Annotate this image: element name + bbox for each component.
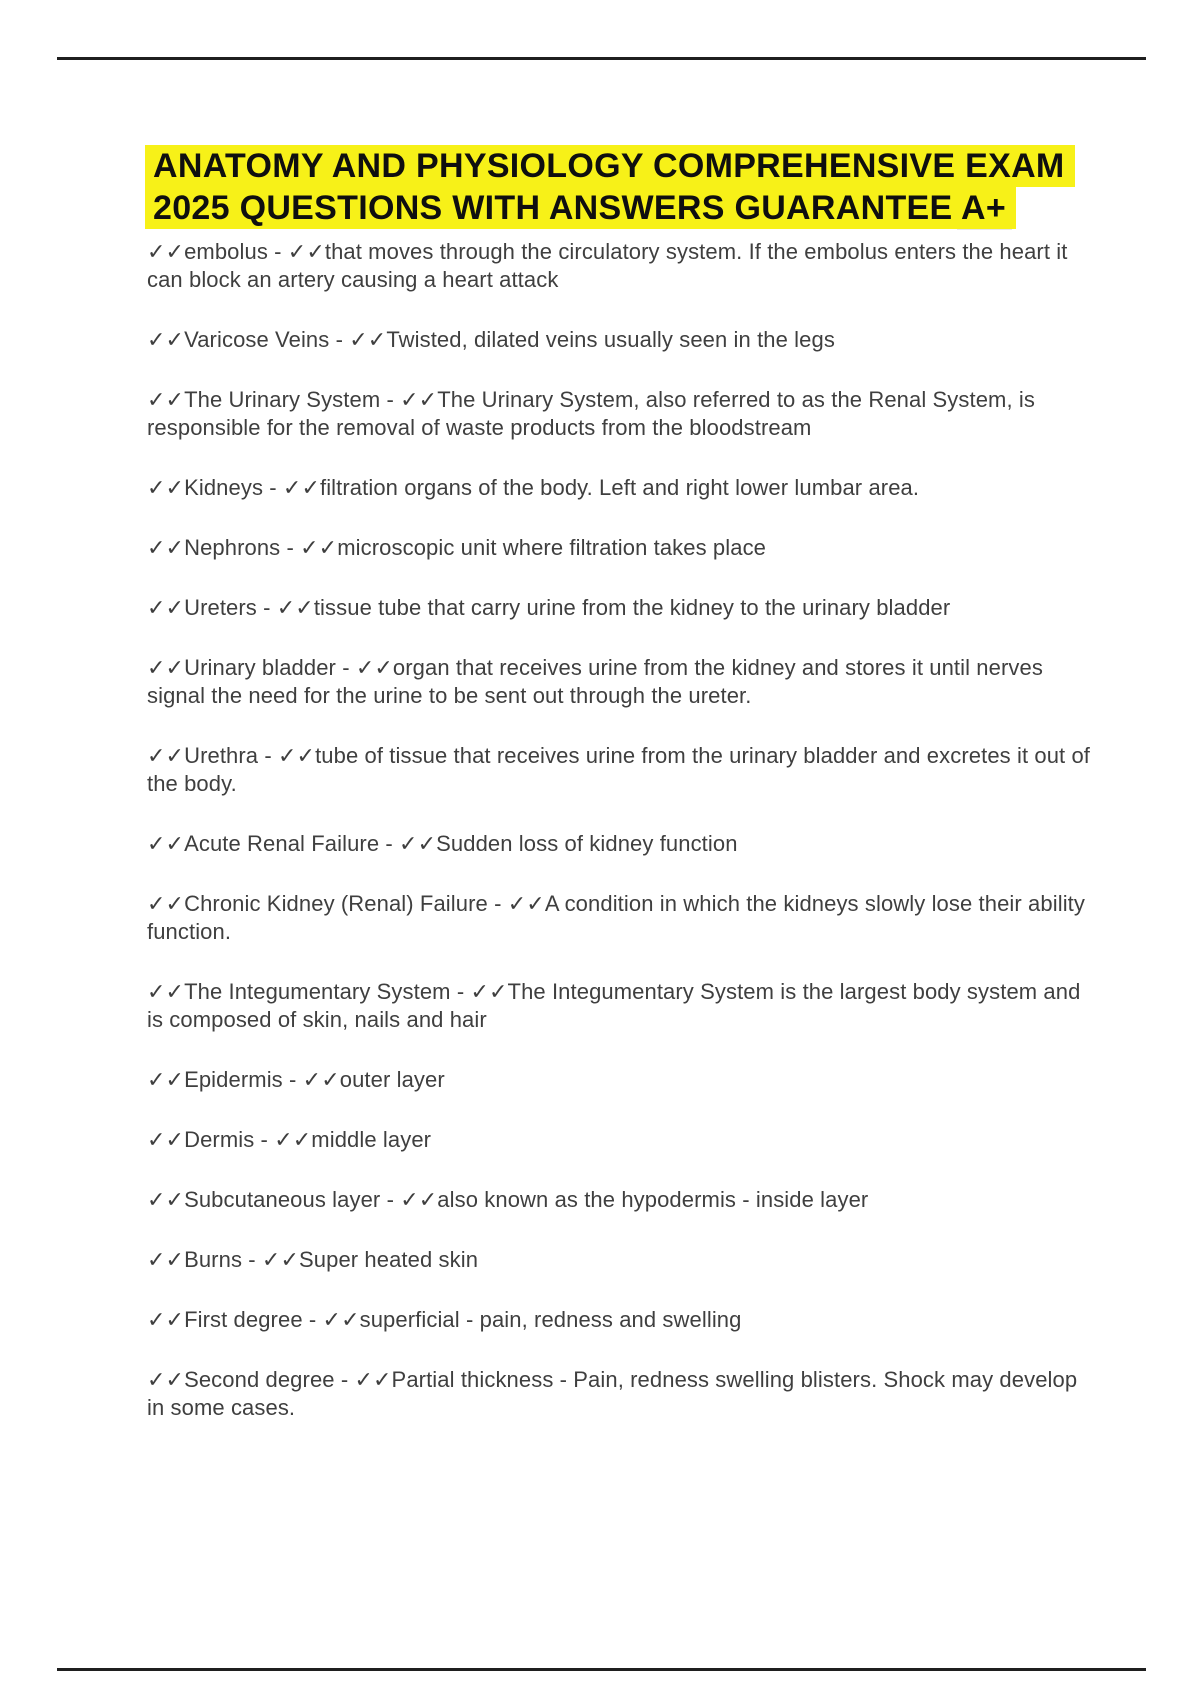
qa-item [147, 890, 1091, 946]
check-marks-icon: ✓✓ [507, 891, 545, 916]
qa-term: Varicose Veins [184, 327, 330, 352]
check-marks-icon: ✓✓ [147, 1307, 185, 1332]
qa-item [147, 1126, 1091, 1154]
qa-term: Nephrons [184, 535, 281, 560]
check-marks-icon: ✓✓ [399, 831, 437, 856]
check-marks-icon: ✓✓ [147, 1187, 185, 1212]
qa-item [147, 830, 1091, 858]
qa-separator: - [379, 831, 400, 856]
qa-item [147, 1186, 1091, 1214]
document-title-line1: ANATOMY AND PHYSIOLOGY COMPREHENSIVE EXAM [145, 145, 1075, 187]
qa-term: Ureters [184, 595, 257, 620]
qa-item [147, 534, 1091, 562]
qa-separator: - [329, 327, 350, 352]
qa-term: The Integumentary System [184, 979, 451, 1004]
check-marks-icon: ✓✓ [147, 239, 185, 264]
qa-item [147, 1306, 1091, 1334]
check-marks-icon: ✓✓ [274, 1127, 312, 1152]
check-marks-icon: ✓✓ [147, 891, 185, 916]
qa-definition: that moves through the circulatory system. If the embolus enters the heart it can block an artery causing a heart attack [147, 239, 1068, 292]
qa-separator: - [280, 535, 301, 560]
qa-separator: - [380, 387, 401, 412]
qa-definition: The Integumentary System is the largest body system and is composed of skin, nails and hair [147, 979, 1081, 1032]
check-marks-icon: ✓✓ [147, 1127, 185, 1152]
qa-item [147, 238, 1091, 294]
qa-separator: - [267, 239, 288, 264]
qa-definition: The Urinary System, also referred to as the Renal System, is responsible for the removal of waste products from the bloodstream [147, 387, 1035, 440]
qa-item [147, 386, 1091, 442]
qa-definition: middle layer [311, 1127, 432, 1152]
qa-separator: - [258, 743, 278, 768]
check-marks-icon: ✓✓ [400, 387, 438, 412]
qa-definition: microscopic unit where filtration takes place [337, 535, 767, 560]
qa-item [147, 978, 1091, 1034]
qa-separator: - [487, 891, 508, 916]
qa-term: Acute Renal Failure [184, 831, 380, 856]
qa-item [147, 594, 1091, 622]
check-marks-icon: ✓✓ [276, 595, 314, 620]
qa-separator: - [335, 655, 356, 680]
check-marks-icon: ✓✓ [287, 239, 325, 264]
qa-term: embolus [184, 239, 268, 264]
check-marks-icon: ✓✓ [147, 1247, 185, 1272]
qa-separator: - [450, 979, 471, 1004]
check-marks-icon: ✓✓ [302, 1067, 340, 1092]
qa-item [147, 1246, 1091, 1274]
qa-term: Second degree [184, 1367, 335, 1392]
qa-term: Chronic Kidney (Renal) Failure [184, 891, 488, 916]
check-marks-icon: ✓✓ [470, 979, 508, 1004]
check-marks-icon: ✓✓ [349, 327, 387, 352]
check-marks-icon: ✓✓ [282, 475, 320, 500]
check-marks-icon: ✓✓ [147, 979, 185, 1004]
check-marks-icon: ✓✓ [147, 743, 185, 768]
check-marks-icon: ✓✓ [147, 595, 185, 620]
qa-separator: - [256, 595, 277, 620]
check-marks-icon: ✓✓ [355, 655, 393, 680]
qa-separator: - [254, 1127, 275, 1152]
check-marks-icon: ✓✓ [147, 475, 185, 500]
qa-definition: tube of tissue that receives urine from the urinary bladder and excretes it out of the body. [147, 743, 1091, 796]
check-marks-icon: ✓✓ [354, 1367, 392, 1392]
bottom-rule [57, 1668, 1146, 1671]
qa-separator: - [334, 1367, 355, 1392]
qa-item [147, 742, 1091, 798]
qa-term: Dermis [184, 1127, 255, 1152]
qa-term: First degree [184, 1307, 303, 1332]
qa-separator: - [302, 1307, 323, 1332]
check-marks-icon: ✓✓ [147, 535, 185, 560]
qa-separator: - [380, 1187, 401, 1212]
qa-term: The Urinary System [184, 387, 381, 412]
check-marks-icon: ✓✓ [261, 1247, 299, 1272]
check-marks-icon: ✓✓ [400, 1187, 438, 1212]
document-title [147, 145, 1091, 229]
check-marks-icon: ✓✓ [147, 1367, 185, 1392]
top-rule [57, 57, 1146, 60]
qa-term: Kidneys [184, 475, 264, 500]
check-marks-icon: ✓✓ [300, 535, 338, 560]
qa-item [147, 1066, 1091, 1094]
qa-separator: - [263, 475, 283, 500]
check-marks-icon: ✓✓ [147, 831, 185, 856]
qa-item [147, 1366, 1091, 1422]
qa-definition: outer layer [339, 1067, 445, 1092]
check-marks-icon: ✓✓ [147, 387, 185, 412]
qa-definition: filtration organs of the body. Left and right lower lumbar area. [319, 475, 920, 500]
qa-definition: tissue tube that carry urine from the kidney to the urinary bladder [313, 595, 951, 620]
check-marks-icon: ✓✓ [147, 1067, 185, 1092]
qa-definition: Partial thickness - Pain, redness swelling blisters. Shock may develop in some cases. [147, 1367, 1078, 1420]
check-marks-icon: ✓✓ [147, 327, 185, 352]
qa-item [147, 326, 1091, 354]
qa-term: Urinary bladder [184, 655, 336, 680]
check-marks-icon: ✓✓ [322, 1307, 360, 1332]
qa-term: Subcutaneous layer [184, 1187, 381, 1212]
qa-definition: A condition in which the kidneys slowly lose their ability function. [147, 891, 1085, 944]
qa-definition: Super heated skin [299, 1247, 479, 1272]
qa-separator: - [242, 1247, 262, 1272]
qa-definition: Sudden loss of kidney function [436, 831, 738, 856]
qa-term: Epidermis [184, 1067, 283, 1092]
qa-definition: also known as the hypodermis - inside layer [437, 1187, 869, 1212]
qa-definition: organ that receives urine from the kidney and stores it until nerves signal the need for the urine to be sent out through the ureter. [147, 655, 1043, 708]
check-marks-icon: ✓✓ [278, 743, 316, 768]
document-title-line2: 2025 QUESTIONS WITH ANSWERS GUARANTEE A+ [145, 187, 1016, 229]
qa-separator: - [282, 1067, 303, 1092]
qa-item [147, 474, 1091, 502]
qa-item [147, 654, 1091, 710]
qa-term: Urethra [184, 743, 259, 768]
qa-term: Burns [184, 1247, 243, 1272]
qa-list [147, 238, 1091, 1422]
check-marks-icon: ✓✓ [147, 655, 185, 680]
qa-definition: superficial - pain, redness and swelling [359, 1307, 742, 1332]
qa-definition: Twisted, dilated veins usually seen in the legs [386, 327, 835, 352]
document-body [147, 145, 1091, 1422]
